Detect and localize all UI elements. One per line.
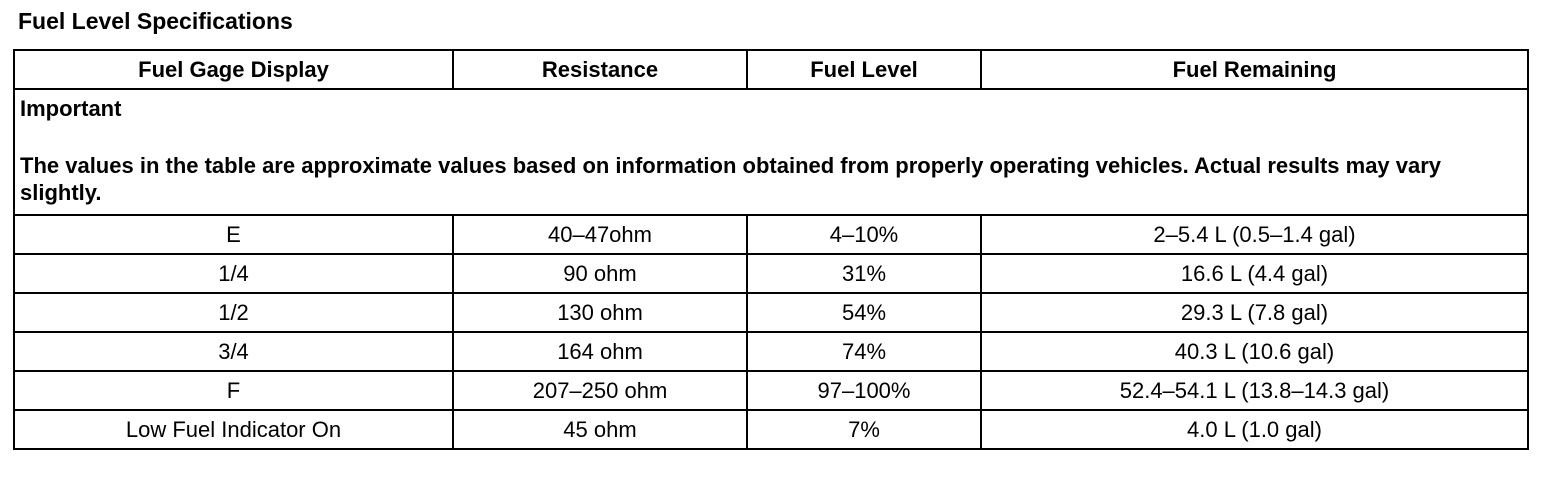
cell-gage-display: 1/4 [14, 254, 453, 293]
document-title: Fuel Level Specifications [18, 8, 293, 34]
cell-fuel-remaining: 52.4–54.1 L (13.8–14.3 gal) [981, 371, 1528, 410]
cell-fuel-level: 7% [747, 410, 981, 449]
cell-fuel-level: 54% [747, 293, 981, 332]
cell-gage-display: F [14, 371, 453, 410]
cell-fuel-level: 97–100% [747, 371, 981, 410]
cell-resistance: 207–250 ohm [453, 371, 747, 410]
cell-fuel-level: 74% [747, 332, 981, 371]
cell-fuel-remaining: 29.3 L (7.8 gal) [981, 293, 1528, 332]
header-resistance: Resistance [453, 50, 747, 89]
cell-fuel-level: 31% [747, 254, 981, 293]
header-fuel-remaining: Fuel Remaining [981, 50, 1528, 89]
table-row [14, 371, 1528, 410]
cell-gage-display: 3/4 [14, 332, 453, 371]
cell-resistance: 130 ohm [453, 293, 747, 332]
cell-resistance: 90 ohm [453, 254, 747, 293]
header-fuel-level: Fuel Level [747, 50, 981, 89]
table-header-row [14, 50, 1528, 89]
header-fuel-gage-display: Fuel Gage Display [14, 50, 453, 89]
cell-fuel-remaining: 40.3 L (10.6 gal) [981, 332, 1528, 371]
note-text: The values in the table are approximate values based on information obtained from properly operating vehicles. Actual results may vary slightly. [20, 153, 1442, 205]
table-row [14, 410, 1528, 449]
cell-resistance: 45 ohm [453, 410, 747, 449]
cell-fuel-remaining: 4.0 L (1.0 gal) [981, 410, 1528, 449]
cell-gage-display: Low Fuel Indicator On [14, 410, 453, 449]
table-row [14, 332, 1528, 371]
fuel-level-spec-table [13, 49, 1529, 450]
table-row [14, 293, 1528, 332]
cell-gage-display: 1/2 [14, 293, 453, 332]
cell-resistance: 164 ohm [453, 332, 747, 371]
cell-gage-display: E [14, 215, 453, 254]
cell-fuel-remaining: 2–5.4 L (0.5–1.4 gal) [981, 215, 1528, 254]
important-note [14, 89, 1528, 215]
important-note-row [14, 89, 1528, 215]
cell-resistance: 40–47ohm [453, 215, 747, 254]
cell-fuel-remaining: 16.6 L (4.4 gal) [981, 254, 1528, 293]
note-heading: Important [20, 96, 122, 121]
table-row [14, 254, 1528, 293]
table-row [14, 215, 1528, 254]
cell-fuel-level: 4–10% [747, 215, 981, 254]
